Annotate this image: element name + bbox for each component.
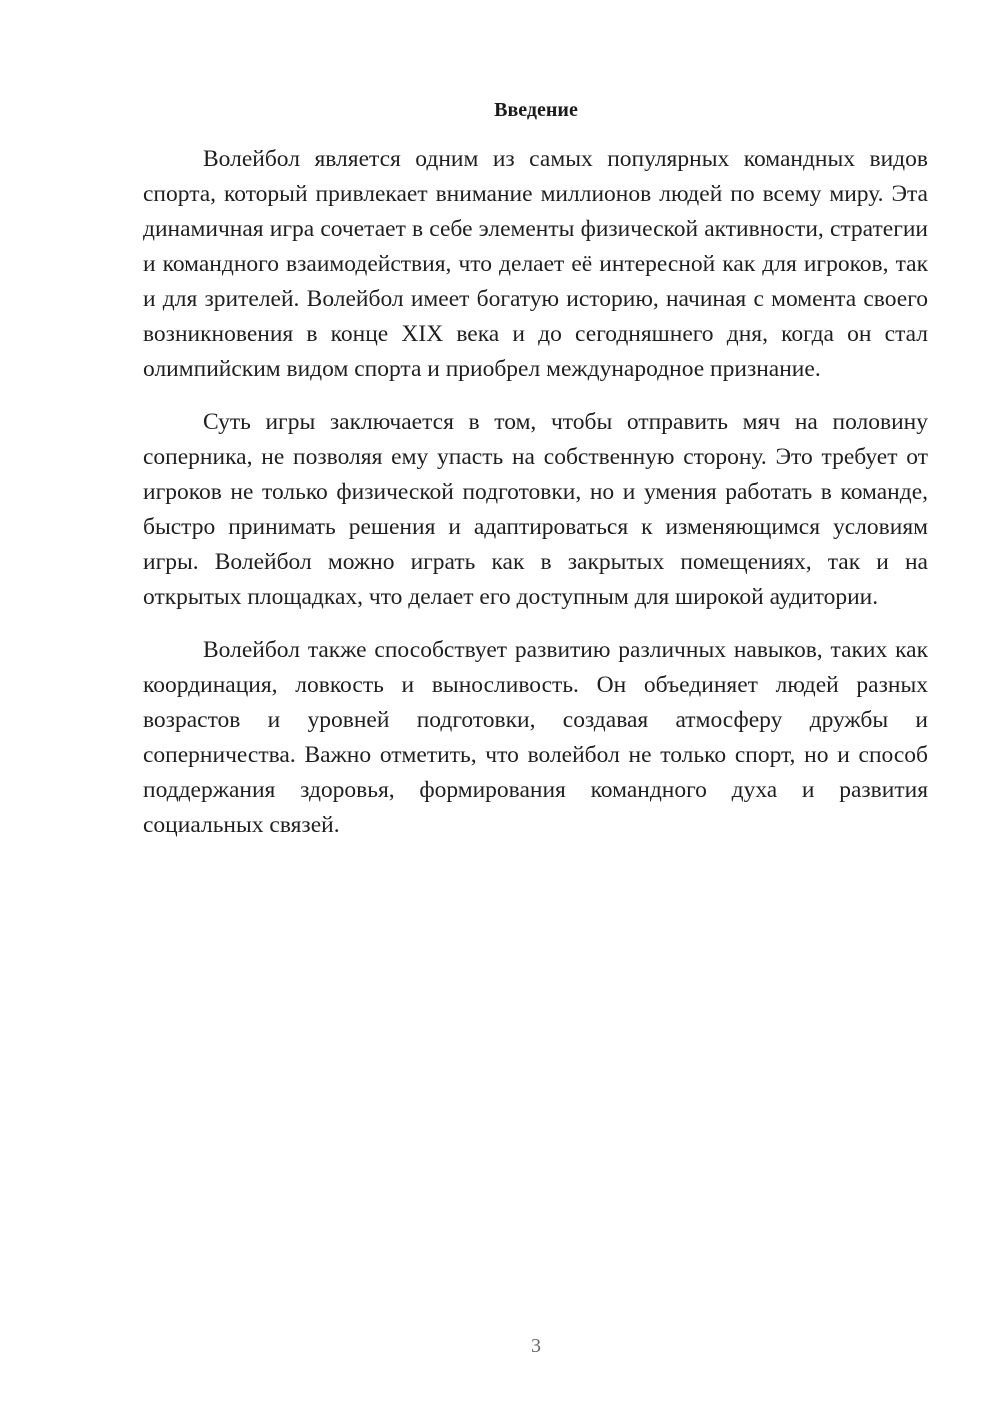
document-body — [143, 142, 928, 861]
paragraph-2: Суть игры заключается в том, чтобы отправить мяч на половину соперника, не позволяя ему упасть на собственную сторону. Это требует от игроков не только физической подготовки, но и умения работать в команде, быстро принимать решения и адаптироваться к изменяющимся условиям игры. Волейбол можно играть как в закрытых помещениях, так и на открытых площадках, что делает его доступным для широкой аудитории. — [143, 409, 928, 610]
paragraph-3: Волейбол также способствует развитию различных навыков, таких как координация, ловкость и выносливость. Он объединяет людей разных возрастов и уровней подготовки, создавая атмосферу дружбы и соперничества. Важно отметить, что волейбол не только спорт, но и способ поддержания здоровья, формирования командного духа и развития социальных связей. — [143, 637, 928, 838]
paragraph-1: Волейбол является одним из самых популярных командных видов спорта, который привлекает внимание миллионов людей по всему миру. Эта динамичная игра сочетает в себе элементы физической активности, стратегии и командного взаимодействия, что делает её интересной как для игроков, так и для зрителей. Волейбол имеет богатую историю, начиная с момента своего возникновения в конце XIX века и до сегодняшнего дня, когда он стал олимпийским видом спорта и приобрел международное признание. — [143, 146, 928, 382]
page-title: Введение — [494, 99, 578, 121]
page-number: 3 — [531, 1335, 541, 1357]
